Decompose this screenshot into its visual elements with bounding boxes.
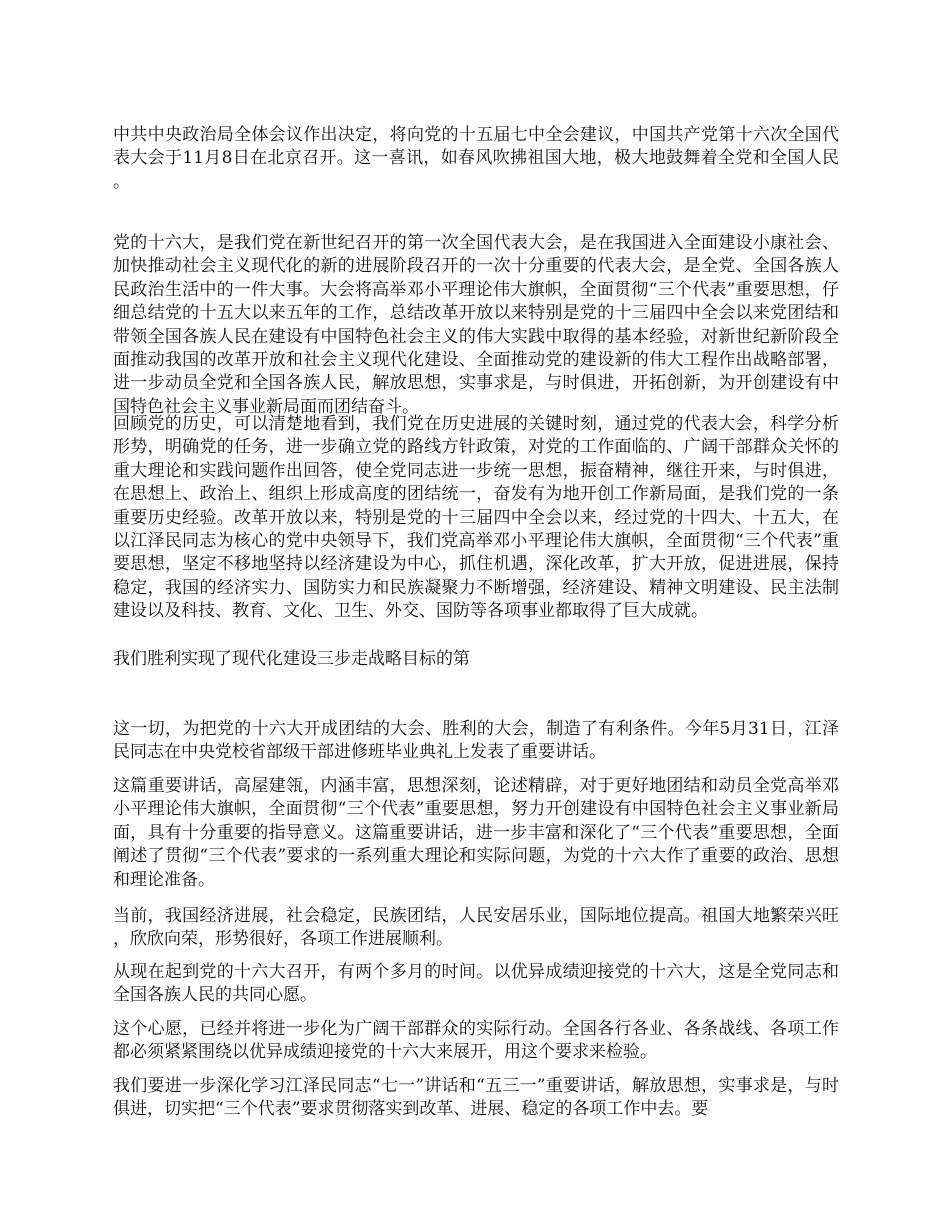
paragraph-5: 这一切，为把党的十六大开成团结的大会、胜利的大会，制造了有利条件。今年5月31日，江泽民同志在中央党校省部级干部进修班毕业典礼上发表了重要讲话。 <box>113 719 839 763</box>
paragraph-6: 这篇重要讲话，高屋建瓴，内涵丰富，思想深刻，论述精辟，对于更好地团结和动员全党高举邓小平理论伟大旗帜，全面贯彻“三个代表”重要思想，努力开创建设有中国特色社会主义事业新局面，具有十分重要的指导意义。这篇重要讲话，进一步丰富和深化了“三个代表”重要思想，全面阐述了贯彻“三个代表”要求的一系列重大理论和实际问题，为党的十六大作了重要的政治、思想和理论准备。 <box>113 776 839 890</box>
paragraph-4: 我们胜利实现了现代化建设三步走战略目标的第 <box>113 649 470 669</box>
paragraph-7: 当前，我国经济进展，社会稳定，民族团结，人民安居乐业，国际地位提高。祖国大地繁荣兴旺，欣欣向荣，形势很好，各项工作进展顺利。 <box>113 906 839 950</box>
paragraph-1: 中共中央政治局全体会议作出决定，将向党的十五届七中全会建议，中国共产党第十六次全国代表大会于11月8日在北京召开。这一喜讯，如春风吹拂祖国大地，极大地鼓舞着全党和全国人民。 <box>113 125 839 192</box>
paragraph-8: 从现在起到党的十六大召开，有两个多月的时间。以优异成绩迎接党的十六大，这是全党同志和全国各族人民的共同心愿。 <box>113 962 839 1006</box>
paragraph-3: 回顾党的历史，可以清楚地看到，我们党在历史进展的关键时刻，通过党的代表大会，科学分析形势，明确党的任务，进一步确立党的路线方针政策，对党的工作面临的、广阔干部群众关怀的重大理论和实践问题作出回答，使全党同志进一步统一思想，振奋精神，继往开来，与时俱进，在思想上、政治上、组织上形成高度的团结统一，奋发有为地开创工作新局面，是我们党的一条重要历史经验。改革开放以来，特别是党的十三届四中全会以来，经过党的十四大、十五大，在以江泽民同志为核心的党中央领导下，我们党高举邓小平理论伟大旗帜，全面贯彻“三个代表”重要思想，坚定不移地坚持以经济建设为中心，抓住机遇，深化改革，扩大开放，促进进展，保持稳定，我国的经济实力、国防实力和民族凝聚力不断增强，经济建设、精神文明建设、民主法制建设以及科技、教育、文化、卫生、外交、国防等各项事业都取得了巨大成就。 <box>113 414 839 622</box>
paragraph-9: 这个心愿，已经并将进一步化为广阔干部群众的实际行动。全国各行各业、各条战线、各项工作都必须紧紧围绕以优异成绩迎接党的十六大来展开，用这个要求来检验。 <box>113 1019 839 1063</box>
paragraph-10: 我们要进一步深化学习江泽民同志“七一”讲话和“五三一”重要讲话，解放思想，实事求是，与时俱进，切实把“三个代表”要求贯彻落实到改革、进展、稳定的各项工作中去。要 <box>113 1076 839 1120</box>
paragraph-2: 党的十六大，是我们党在新世纪召开的第一次全国代表大会，是在我国进入全面建设小康社会、加快推动社会主义现代化的新的进展阶段召开的一次十分重要的代表大会，是全党、全国各族人民政治生活中的一件大事。大会将高举邓小平理论伟大旗帜，全面贯彻“三个代表”重要思想，仔细总结党的十五大以来五年的工作，总结改革开放以来特别是党的十三届四中全会以来党团结和带领全国各族人民在建设有中国特色社会主义的伟大实践中取得的基本经验，对新世纪新阶段全面推动我国的改革开放和社会主义现代化建设、全面推动党的建设新的伟大工程作出战略部署，进一步动员全党和全国各族人民，解放思想，实事求是，与时俱进，开拓创新，为开创建设有中国特色社会主义事业新局面而团结奋斗。 <box>113 233 839 417</box>
